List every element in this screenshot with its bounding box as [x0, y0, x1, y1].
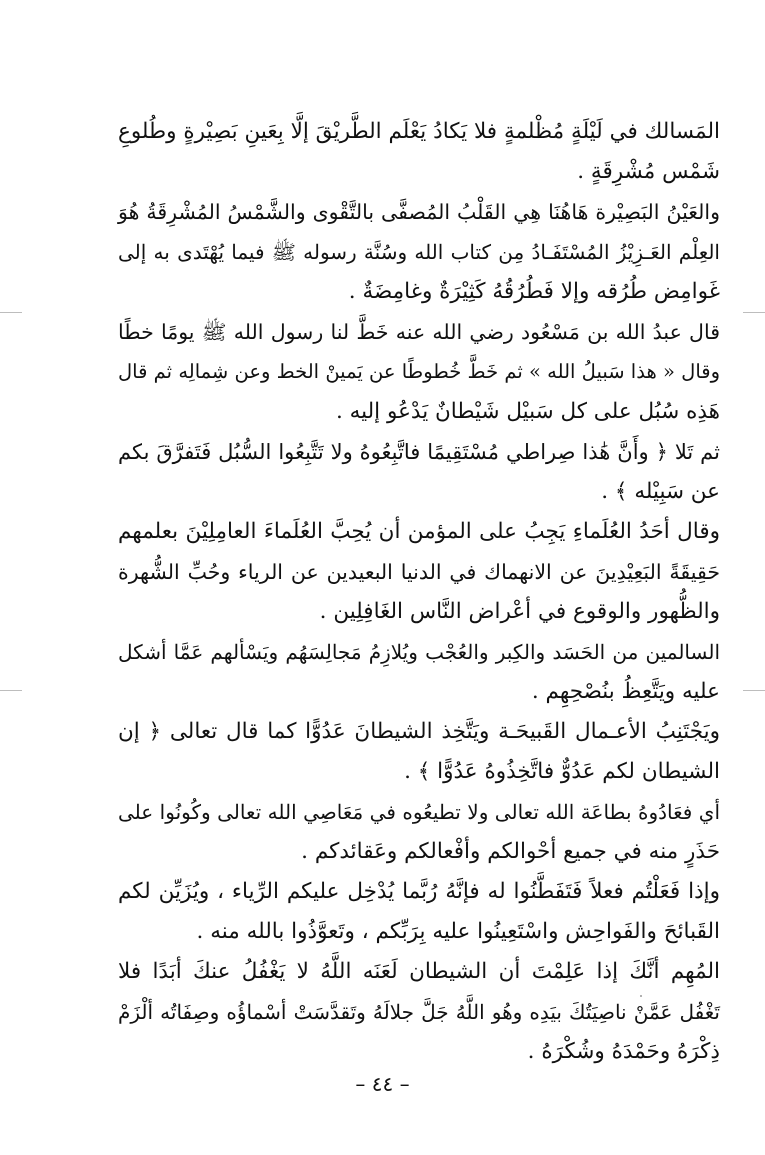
paragraph: [118, 952, 720, 1072]
text-line: القَبائحَ والفَواحِش واسْتَعِينُوا عليه بِرَبِّكم ، وتَعوَّذُوا بالله منه .: [196, 919, 720, 944]
text-line: والظُّهور والوقوع في أعْراض النَّاس الغَافِلِين .: [319, 599, 720, 624]
paragraph: [118, 872, 720, 952]
text-line: ذِكْرَهُ وحَمْدَهُ وشُكْرَهُ .: [527, 1039, 720, 1064]
paragraph: [118, 792, 720, 872]
text-line: المُهِم أنَّكَ إذا عَلِمْتَ أن الشيطان لَعَنَه اللَّهُ لا يَغْفُلُ عنكَ أبَدًا فلا: [118, 959, 720, 984]
text-line: عن سَبِيْله ﴾ .: [601, 479, 720, 504]
scan-edge-mark: [743, 312, 765, 313]
text-line: تَغْفُل عَمَّنْ ناصِيَتُكَ بيَدِه وهُو اللَّهُ جَلَّ جلالَهُ وتَقدَّسَتْ أسْماؤُه وصِفَاتُه ألْزَمْ: [118, 1000, 721, 1024]
text-line: وقال أحَدُ العُلَماءِ يَجِبُ على المؤمن أن يُحِبَّ العُلَماءَ العامِلِيْنَ بعلمهم: [118, 519, 720, 544]
text-line: السالمين من الحَسَد والكِبر والعُجْب ويُلازِمُ مَجالِسَهُم ويَسْألهم عَمَّا أشكل: [118, 640, 720, 664]
scan-speck: [640, 995, 642, 997]
text-line: وإذا فَعَلْتُم فعلاً فَتَفَطَّنُوا له فإنَّهُ رُبَّما يُدْخِل عليكم الرِّياء ، ويُزَيِّن لكم: [118, 879, 720, 904]
page-body-text: [118, 112, 720, 1072]
text-line: حَذَرٍ منه في جميع أحْوالكم وأفْعالكم وعَقائدكم .: [301, 839, 720, 864]
scan-edge-mark: [743, 690, 765, 691]
text-line: غَوامِض طُرُقه وإلا فَطُرُقُهُ كَثِيْرَةٌ وغامِضَةٌ .: [348, 279, 720, 304]
text-line: أي فعَادُوهُ بطاعَة الله تعالى ولا تطيعُوه في مَعَاصِي الله تعالى وكُونُوا على: [118, 800, 720, 824]
page-number: – ٤٤ –: [355, 1072, 410, 1096]
text-line: ثم تَلا ﴿ وأَنَّ هَٰذا صِراطي مُسْتَقِيمًا فاتَّبِعُوهُ ولا تَتَّبِعُوا السُّبُل فَتَفرَّقَ بكم: [118, 440, 720, 464]
text-line: شَمْس مُشْرِقَةٍ .: [577, 159, 720, 184]
text-line: حَقِيقَةً البَعِيْدِينَ عن الانهماك في الدنيا البعيدين عن الرياء وحُبِّ الشُّهرة: [118, 560, 720, 584]
text-line: الشيطان لكم عَدُوٌّ فاتَّخِذُوهُ عَدُوًّا ﴾ .: [404, 759, 720, 784]
paragraph: [118, 432, 720, 512]
text-line: وقال « هذا سَبيلُ الله » ثم خَطَّ خُطوطًا عن يَمينْ الخط وعن شِمالِه ثم قال: [118, 360, 720, 383]
text-line: العِلْم العَـزِيْزُ المُسْتَفَـادُ مِن كتاب الله وسُنَّة رسوله ﷺ فيما يُهْتَدى به إلى: [118, 240, 720, 264]
text-line: قال عبدُ الله بن مَسْعُود رضي الله عنه خَطَّ لنا رسول الله ﷺ يومًا خطًا: [118, 320, 720, 344]
paragraph: [118, 512, 720, 632]
text-line: المَسالك في لَيْلَةٍ مُظْلمةٍ فلا يَكادُ يَعْلَم الطَّريْقَ إلَّا بِعَينِ بَصِيْرةٍ وطُلوعِ: [118, 119, 720, 144]
text-line: عليه ويَتَّعِظُ بنُصْحِهِم .: [531, 679, 720, 704]
scan-edge-mark: [0, 312, 22, 313]
paragraph: [118, 712, 720, 792]
paragraph: [118, 192, 720, 312]
text-line: والعَيْنُ البَصِيْرة هَاهُنَا هِي القَلْبُ المُصفَّى بالتَّقْوى والشَّمْسُ المُشْرِقَةُ هُوَ: [118, 200, 720, 224]
text-line: هَذِه سُبُل على كل سَبيْل شَيْطانٌ يَدْعُو إليه .: [335, 399, 720, 424]
paragraph: [118, 312, 720, 432]
scan-edge-mark: [0, 690, 22, 691]
paragraph: [118, 632, 720, 712]
text-line: ويَجْتَنِبُ الأعـمال القَبيحَـة ويَتَّخِذ الشيطانَ عَدُوًّا كما قال تعالى ﴿ إن: [118, 719, 720, 744]
paragraph: [118, 112, 720, 192]
